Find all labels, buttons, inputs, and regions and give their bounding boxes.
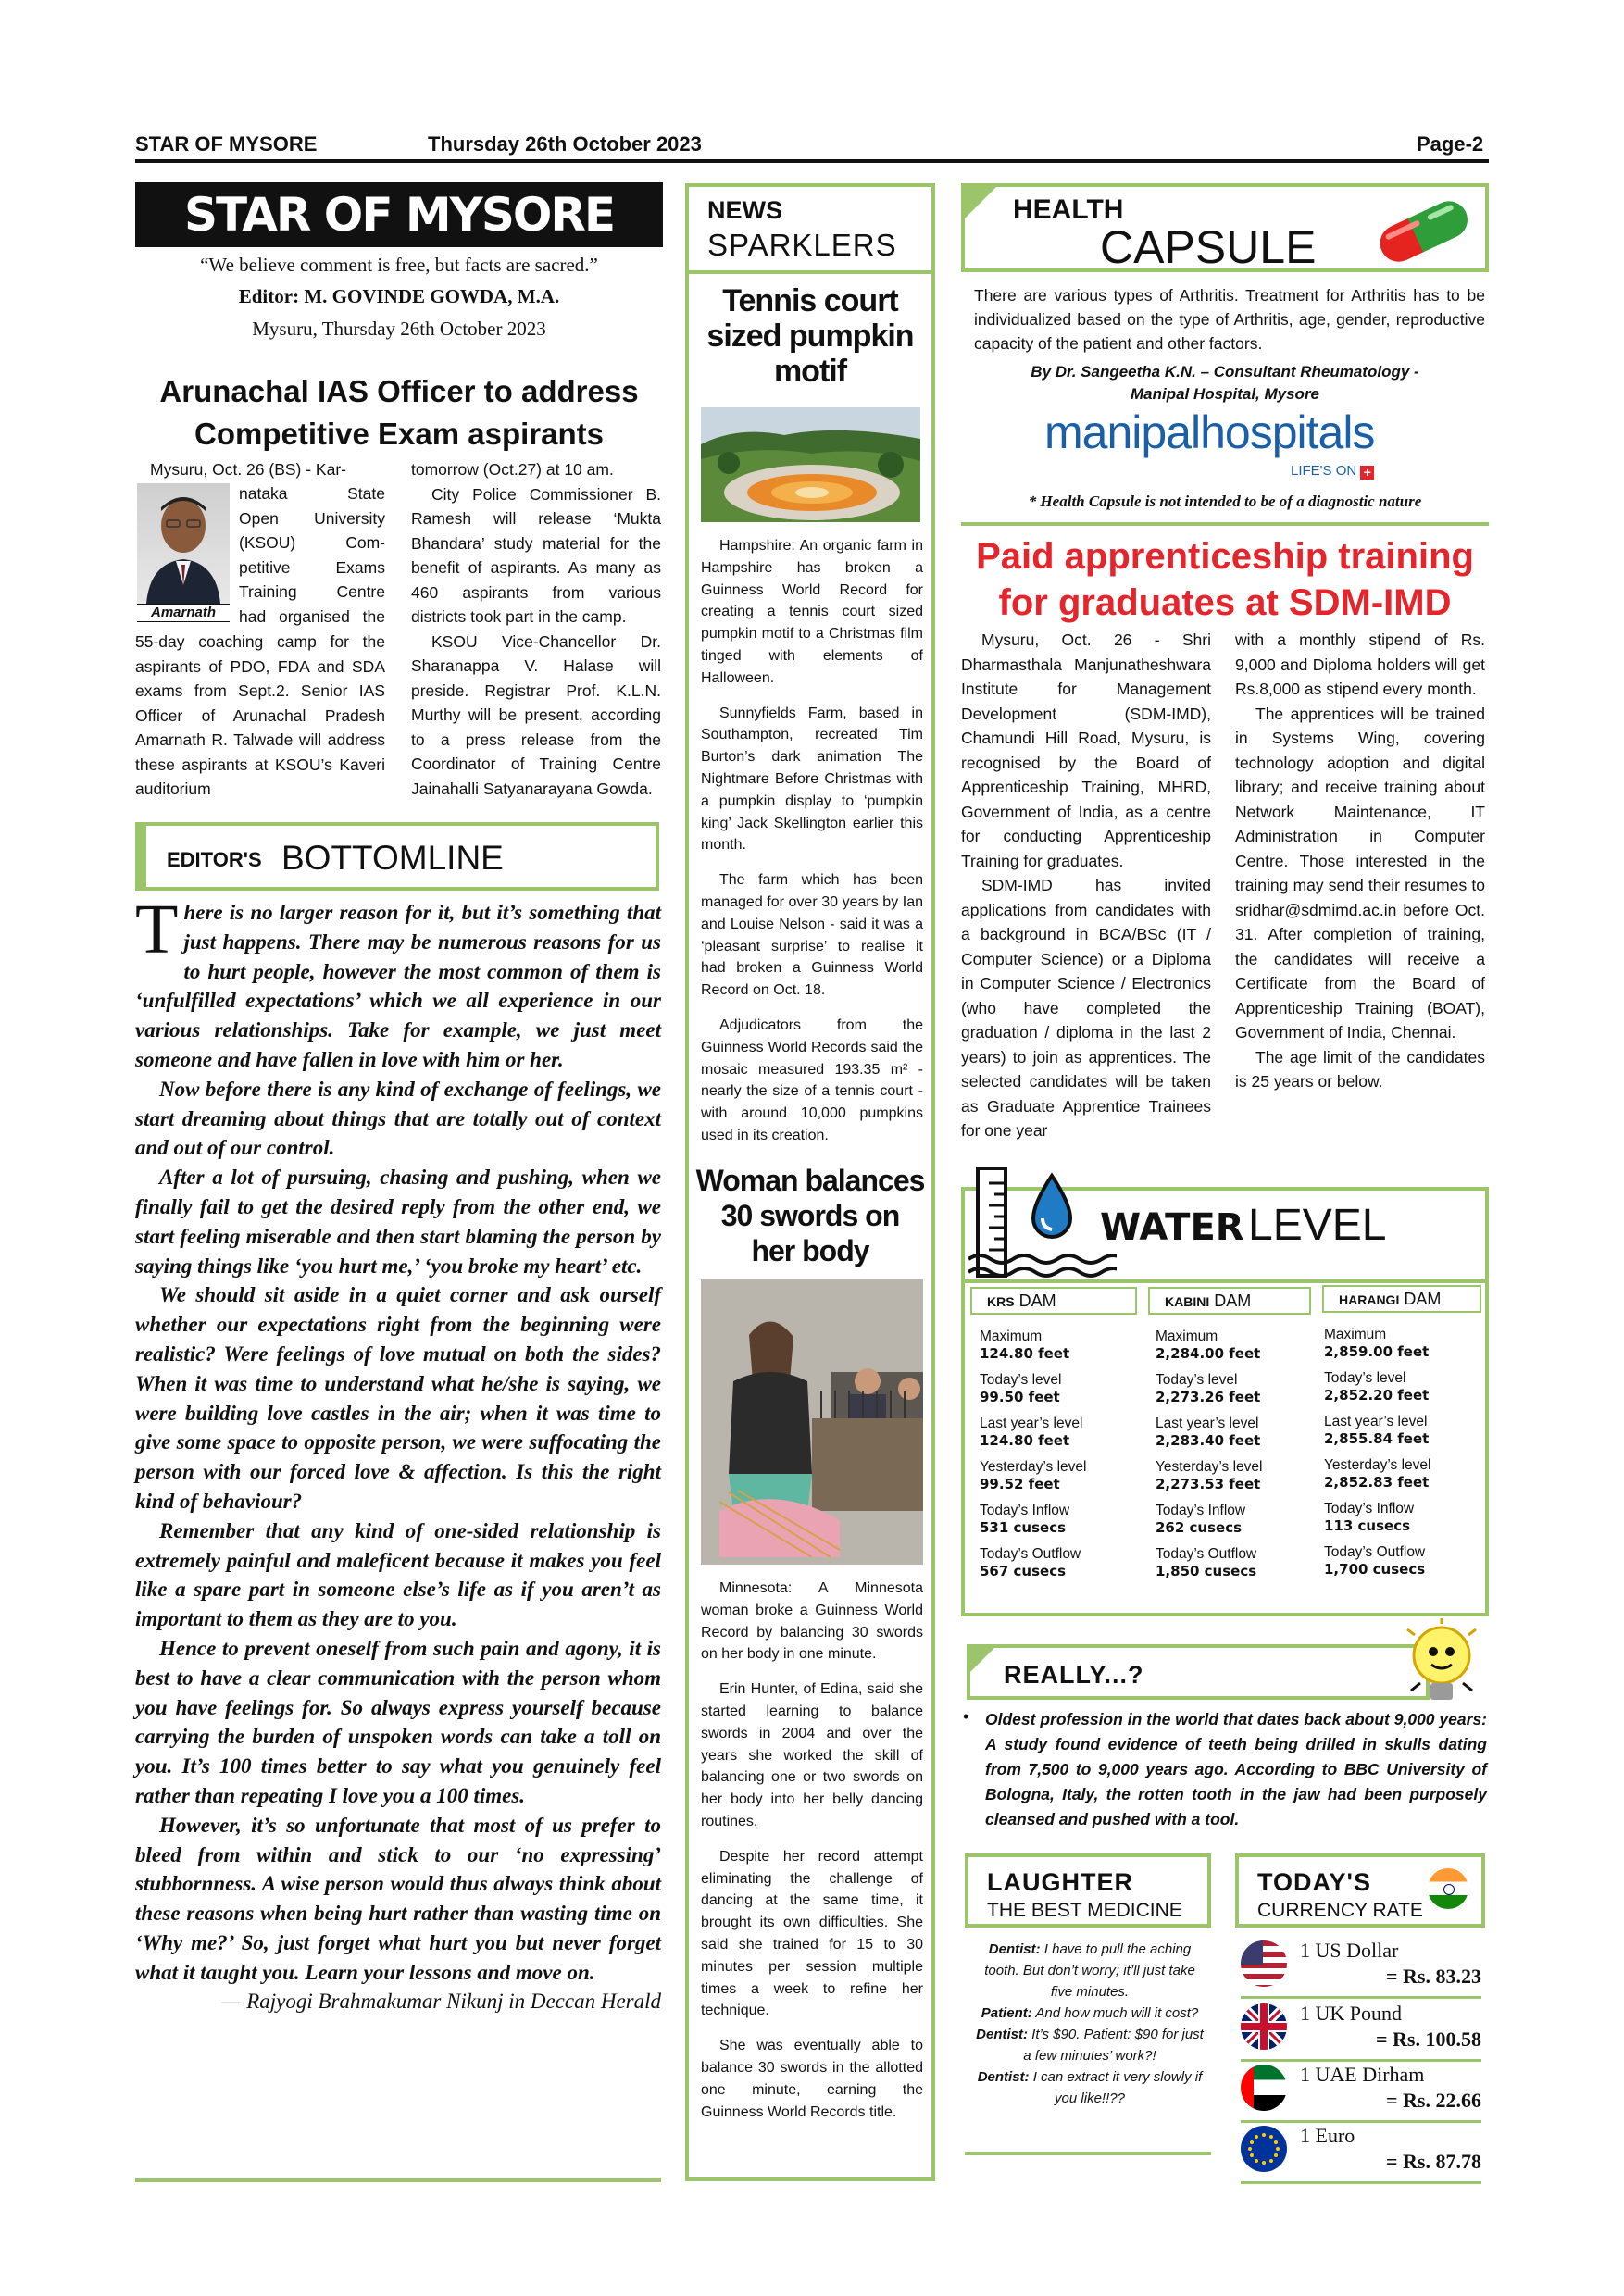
- label-last-year: Last year’s level: [980, 1416, 1083, 1431]
- laughter-label-top: LAUGHTER: [987, 1868, 1133, 1896]
- sdm-col2-p3: The age limit of the candidates is 25 years or below.: [1235, 1047, 1485, 1091]
- health-corner-tab: [965, 187, 996, 218]
- label-outflow: Today’s Outflow: [980, 1546, 1081, 1562]
- dam-kabini-suffix: DAM: [1214, 1292, 1252, 1310]
- manipal-tagline-text: LIFE'S ON: [1291, 463, 1357, 479]
- dam-kabini-name: KABINI: [1165, 1294, 1210, 1309]
- joke-line-3: It’s $90.: [1031, 2027, 1081, 2042]
- sparklers-story2-p4: She was eventually able to balance 30 swords in the allotted one minute, earning the Guinness World Records title.: [701, 2038, 923, 2120]
- label-today: Today’s level: [1324, 1370, 1406, 1386]
- sparklers-story1-p1: Hampshire: An organic farm in Hampshire has broken a Guinness World Record for creating a tennis court sized pumpkin motif to a Christmas film tinged with elements of Halloween.: [701, 538, 923, 686]
- harangi-yesterday: 2,852.83 feet: [1324, 1474, 1430, 1491]
- lead-wrap-line-1: nataka State: [239, 484, 385, 503]
- editorial-dropcap: T: [135, 891, 179, 968]
- laughter-label-box: [965, 1853, 1211, 1928]
- harangi-inflow: 113 cusecs: [1324, 1517, 1411, 1534]
- lead-col1-rest: 55-day coaching camp for the aspirants of PDO, FDA and SDA exams from Sept.2. Senior IAS Officer of Arunachal Pradesh Amarnath R. Talwade will address these aspirants at KSOU’s Kaveri auditorium: [135, 632, 385, 798]
- health-bottom-rule: [961, 522, 1489, 526]
- pumpkin-motif-photo: [701, 407, 920, 522]
- really-label-box: [967, 1644, 1430, 1700]
- dam-krs-header: [970, 1287, 1137, 1315]
- sdm-col2-p2: The apprentices will be trained in Systems Wing, covering technology adoption and digital library; and receive training about Network Maintenance, IT Administration in Computer Centre. Those interested in the training may send their resumes to sridhar@sdmimd.ac.in before Oct. 31. After completion of training, the candidates will receive a Certificate from the Board of Apprenticeship Training (BOAT), Government of India, Chennai.: [1235, 704, 1485, 1042]
- lead-wrap-line-0: Mysuru, Oct. 26 (BS) - Kar-: [150, 460, 346, 479]
- sparklers-story1-body: [701, 535, 923, 1160]
- kabini-inflow: 262 cusecs: [1156, 1519, 1243, 1536]
- joke-line-4: $90 for just a few minutes’ work?!: [1023, 2027, 1204, 2064]
- india-flag-icon: [1428, 1868, 1468, 1909]
- water-gauge-icon: [968, 1163, 1117, 1288]
- label-max: Maximum: [980, 1329, 1043, 1344]
- label-last-year: Last year’s level: [1324, 1414, 1428, 1429]
- currency-label-box: [1235, 1853, 1485, 1928]
- sparklers-story1-title-1: Tennis court: [722, 283, 898, 318]
- kabini-max: 2,284.00 feet: [1156, 1345, 1261, 1362]
- dam-kabini-header: [1148, 1287, 1311, 1315]
- sparklers-story2-title-1: Woman balances: [695, 1164, 925, 1197]
- lead-wrap-line-4: petitive Exams: [239, 557, 385, 577]
- currency-gbp-name: 1 UK Pound: [1300, 2002, 1403, 2025]
- harangi-last-year: 2,855.84 feet: [1324, 1430, 1430, 1447]
- sparklers-story2-p2: Erin Hunter, of Edina, said she started learning to balance swords in 2004 and over the years she worked the skill of balancing one or two swords on her body into her belly dancing routines.: [701, 1681, 923, 1829]
- sdm-col1-p1: Mysuru, Oct. 26 - Shri Dharmasthala Manjunatheshwara Institute for Management Development (SDM-IMD), Chamundi Hill Road, Mysuru, is recognised by the Board of Apprenticeship Training, MHRD, Government of India, as a centre for conducting Apprenticeship Training for graduates.: [961, 630, 1211, 870]
- bullet-icon: •: [963, 1707, 969, 1726]
- sparklers-story1-title: [693, 283, 928, 389]
- uk-flag-icon: [1241, 2003, 1287, 2050]
- dam-harangi-name: HARANGI: [1339, 1292, 1400, 1307]
- currency-aed-name: 1 UAE Dirham: [1300, 2063, 1425, 2086]
- editorial-p5: Remember that any kind of one-sided relationship is extremely painful and maleficent because it makes you feel like a spare part in someone else’s life as if you aren’t as important to them as they are to you.: [135, 1518, 661, 1631]
- harangi-max: 2,859.00 feet: [1324, 1343, 1430, 1360]
- label-outflow: Today’s Outflow: [1156, 1546, 1257, 1562]
- currency-aed-value: = Rs. 22.66: [1386, 2089, 1481, 2112]
- krs-max: 124.80 feet: [980, 1345, 1070, 1362]
- water-label-bold: WATER: [1100, 1206, 1244, 1249]
- dam-krs-name: KRS: [987, 1294, 1015, 1309]
- editorial-label-big: BOTTOMLINE: [281, 839, 504, 877]
- kabini-outflow: 1,850 cusecs: [1156, 1563, 1257, 1579]
- currency-eur-value: = Rs. 87.78: [1386, 2150, 1481, 2173]
- laughter-label-bottom: THE BEST MEDICINE: [987, 1900, 1182, 1921]
- lead-col2-p3: KSOU Vice-Chancellor Dr. Sharanappa V. Halase will preside. Registrar Prof. K.L.N. Murthy will be present, according to a press release from the Coordinator of Training Centre Jainahalli Satyanarayana Gowda.: [411, 631, 661, 798]
- joke-speaker-2: Patient:: [981, 2005, 1032, 2021]
- krs-last-year: 124.80 feet: [980, 1432, 1070, 1449]
- sparklers-story1-p4: Adjudicators from the Guinness World Records said the mosaic measured 193.35 m² - nearly the size of a tennis court - with around 10,000 pumpkins used in its creation.: [701, 1017, 923, 1143]
- really-text: Oldest profession in the world that dates back about 9,000 years: A study found evidence of teeth being drilled in skulls dating from 7,500 to 9,000 years ago. According to BBC University of Bologna, Italy, the rotten tooth in the jaw had been purposely cleansed and pushed with a tool.: [985, 1710, 1487, 1828]
- joke-speaker-3: Dentist:: [976, 2027, 1028, 2042]
- lead-headline-line-2: Competitive Exam aspirants: [194, 417, 604, 451]
- sparklers-label: [689, 187, 931, 274]
- label-inflow: Today’s Inflow: [980, 1503, 1070, 1518]
- sparklers-story2-body: [701, 1578, 923, 2136]
- krs-inflow: 531 cusecs: [980, 1519, 1067, 1536]
- us-flag-icon: [1241, 1940, 1287, 1987]
- label-yesterday: Yesterday’s level: [1324, 1457, 1431, 1473]
- label-max: Maximum: [1156, 1329, 1218, 1344]
- health-label-top: HEALTH: [1013, 194, 1124, 225]
- author-photo: [137, 483, 230, 604]
- laughter-bottom-rule: [965, 2152, 1211, 2155]
- kabini-today: 2,273.26 feet: [1156, 1389, 1261, 1405]
- capsule-icon: [1367, 181, 1496, 275]
- health-byline-2: Manipal Hospital, Mysore: [1130, 385, 1320, 403]
- editorial-p3: After a lot of pursuing, chasing and pushing, when we finally fail to get the desired reply from the other end, we start feeling miserable and then start blaming the person by saying things like ‘you hurt me,’ ‘you broke my heart’ etc.: [135, 1166, 661, 1278]
- editorial-credit: — Rajyogi Brahmakumar Nikunj in Deccan Herald: [222, 1990, 661, 2014]
- sparklers-story2-p3: Despite her record attempt eliminating the challenge of dancing at the same time, it brought its own difficulties. She said she trained for 15 to 30 minutes per session multiple times a week to refine her technique.: [701, 1848, 923, 2019]
- label-yesterday: Yesterday’s level: [980, 1459, 1087, 1475]
- currency-label-top: TODAY'S: [1257, 1868, 1371, 1896]
- really-label: REALLY...?: [1004, 1661, 1144, 1689]
- label-yesterday: Yesterday’s level: [1156, 1459, 1263, 1475]
- sparklers-label-top: NEWS: [707, 196, 782, 224]
- health-disclaimer: * Health Capsule is not intended to be of a diagnostic nature: [1028, 493, 1422, 510]
- kabini-last-year: 2,283.40 feet: [1156, 1432, 1261, 1449]
- sparklers-story2-title-3: her body: [751, 1234, 869, 1267]
- currency-row-aed: [1241, 2061, 1481, 2123]
- header-rule: [135, 159, 1489, 163]
- dam-harangi-values: [1324, 1326, 1486, 1587]
- currency-row-usd: [1241, 1937, 1481, 1999]
- sparklers-story1-title-3: motif: [773, 354, 847, 389]
- uae-flag-icon: [1241, 2065, 1287, 2111]
- header-paper-name: STAR OF MYSORE: [135, 132, 318, 156]
- sparklers-story1-p3: The farm which has been managed for over 30 years by Ian and Louise Nelson - said it was a ‘pleasant surprise’ to realise it had broken a Guinness World Record on Oct. 18.: [701, 872, 923, 999]
- health-text: There are various types of Arthritis. Treatment for Arthritis has to be individualized based on the type of Arthritis, age, gender, reproductive capacity of the patient and other factors.: [974, 286, 1485, 353]
- sparklers-story1-p2: Sunnyfields Farm, based in Southampton, recreated Tim Burton’s dark animation The Nightmare Before Christmas with a pumpkin display to ‘pumpkin king’ Jack Skellington earlier this month.: [701, 705, 923, 854]
- sparklers-story1-title-2: sized pumpkin: [706, 318, 914, 354]
- health-byline-1: By Dr. Sangeetha K.N. – Consultant Rheumatology -: [1031, 363, 1419, 381]
- author-photo-caption: Amarnath: [137, 604, 230, 622]
- editorial-body: [135, 891, 661, 2016]
- lead-wrap-line-6: had organised the: [239, 606, 385, 626]
- dam-krs-suffix: DAM: [1018, 1292, 1056, 1310]
- lead-col2-p2: City Police Commissioner B. Ramesh will release ‘Mukta Bhandara’ study material for the benefit of aspirants. As many as 460 aspirants from various districts took part in the camp.: [411, 484, 661, 626]
- masthead-editor: Editor: M. GOVINDE GOWDA, M.A.: [238, 285, 560, 307]
- really-item: [963, 1707, 1487, 1832]
- currency-usd-name: 1 US Dollar: [1300, 1939, 1399, 1962]
- health-byline: [961, 361, 1489, 406]
- editorial-p6: Hence to prevent oneself from such pain and agony, it is best to have a clear communication with the person whom you have feelings for. So always express yourself because carrying the burden of unspoken words can take a toll on you. It’s 100 times better to say what you genuinely feel rather than repeating I love you a 100 times.: [135, 1636, 661, 1807]
- sword-balancing-photo: [701, 1279, 923, 1565]
- label-inflow: Today’s Inflow: [1324, 1501, 1415, 1516]
- dam-harangi-suffix: DAM: [1404, 1290, 1442, 1308]
- water-divider: [965, 1279, 1485, 1283]
- sdm-col2: [1235, 628, 1485, 1094]
- water-label: [1100, 1200, 1386, 1251]
- lead-wrap-line-3: (KSOU) Com-: [239, 533, 385, 552]
- editorial-p1: here is no larger reason for it, but it’s something that just happens. There may be numerous reasons for us to hurt people, however the most common of them is ‘unfulfilled expectations’ which we all experience in our various relationships. Take for example, we just meet someone and have fallen in love with him or her.: [135, 901, 661, 1071]
- currency-usd-value: = Rs. 83.23: [1386, 1965, 1481, 1988]
- sdm-headline-2: for graduates at SDM-IMD: [998, 582, 1452, 623]
- editorial-p7: However, it’s so unfortunate that most of us prefer to bleed from within and stick to our ‘no expressing’ stubbornness. A wise person would thus always think about these reasons when being hurt rather than wasting time on ‘Why me?’ So, just forget what hurt you but never forget what it taught you. Learn your lessons and move on.: [135, 1813, 661, 1984]
- krs-yesterday: 99.52 feet: [980, 1476, 1060, 1492]
- label-max: Maximum: [1324, 1327, 1387, 1342]
- editorial-p4: We should sit aside in a quiet corner and ask ourself whether our expectations right from the beginning were realistic? Were feelings of love mutual on both the sides? When it was time to understand what he/she is saying, we were building love castles in the air; when it was time to give some space to opposite person, we were suffocating the person with our forced love & affection. Is this the right kind of behaviour?: [135, 1283, 661, 1513]
- masthead-motto: “We believe comment is free, but facts are sacred.”: [200, 254, 598, 276]
- dam-krs-values: [980, 1328, 1146, 1589]
- masthead-dateline: Mysuru, Thursday 26th October 2023: [252, 318, 546, 340]
- harangi-today: 2,852.20 feet: [1324, 1387, 1430, 1404]
- lead-headline: [135, 370, 663, 455]
- kabini-yesterday: 2,273.53 feet: [1156, 1476, 1261, 1492]
- manipal-tagline: [1291, 463, 1374, 480]
- sdm-col2-p1: with a monthly stipend of Rs. 9,000 and Diploma holders will get Rs.8,000 as stipend every month.: [1235, 630, 1485, 698]
- sdm-col1-p2: SDM-IMD has invited applications from candidates with a background in BCA/BSc (IT / Computer Science) or a Diploma in Computer Science / Electronics (who have completed the graduation / diploma in the last 2 years) to join as apprentices. The selected candidates will be taken as Graduate Apprentice Trainees for one year: [961, 876, 1211, 1140]
- manipal-logo: manipalhospitals: [1044, 406, 1375, 458]
- currency-eur-name: 1 Euro: [1300, 2124, 1355, 2147]
- joke-speaker-5: Dentist:: [977, 2069, 1030, 2085]
- joke-line-2: And how much will it cost?: [1035, 2005, 1199, 2021]
- harangi-outflow: 1,700 cusecs: [1324, 1561, 1426, 1578]
- water-label-thin: LEVEL: [1248, 1201, 1387, 1250]
- currency-label-bottom: CURRENCY RATE: [1257, 1900, 1423, 1921]
- dam-harangi-header: [1322, 1285, 1481, 1313]
- sparklers-story2-title-2: 30 swords on: [720, 1199, 900, 1232]
- label-today: Today’s level: [980, 1372, 1062, 1388]
- laughter-joke: [974, 1939, 1206, 2109]
- sparklers-story2-p1: Minnesota: A Minnesota woman broke a Guinness World Record by balancing 30 swords on her body in one minute.: [701, 1580, 923, 1663]
- sdm-headline: [961, 533, 1489, 626]
- currency-row-eur: [1241, 2122, 1481, 2184]
- label-today: Today’s level: [1156, 1372, 1238, 1388]
- health-label-box: [961, 183, 1489, 272]
- dam-kabini-values: [1156, 1328, 1322, 1589]
- joke-speaker-1: Dentist:: [988, 1941, 1041, 1957]
- eu-flag-icon: [1241, 2126, 1287, 2172]
- health-label-bottom: CAPSULE: [1100, 221, 1317, 273]
- label-inflow: Today’s Inflow: [1156, 1503, 1246, 1518]
- sdm-headline-1: Paid apprenticeship training: [976, 536, 1474, 577]
- joke-speaker-4: Patient:: [1083, 2027, 1131, 2042]
- editorial-bottom-rule: [135, 2178, 661, 2182]
- sparklers-story2-title: [693, 1163, 928, 1268]
- lead-col2-p1: tomorrow (Oct.27) at 10 am.: [411, 460, 614, 479]
- header-date: Thursday 26th October 2023: [428, 132, 702, 156]
- currency-gbp-value: = Rs. 100.58: [1376, 2028, 1481, 2051]
- editorial-p2: Now before there is any kind of exchange of feelings, we start dreaming about things that are totally out of context and out of our control.: [135, 1077, 661, 1160]
- header-page-number: Page-2: [1417, 132, 1484, 156]
- sdm-col1: [961, 628, 1211, 1143]
- label-last-year: Last year’s level: [1156, 1416, 1259, 1431]
- lead-wrap-lines: [239, 481, 385, 629]
- plus-icon: +: [1360, 466, 1374, 480]
- currency-row-gbp: [1241, 2000, 1481, 2062]
- krs-outflow: 567 cusecs: [980, 1563, 1067, 1579]
- sparklers-label-bottom: SPARKLERS: [707, 228, 897, 262]
- lead-col2: [411, 457, 661, 801]
- joke-line-1: I have to pull the aching tooth. But don’t worry; it’ll just take five minutes.: [984, 1941, 1195, 2000]
- lead-wrap-line-2: Open University: [239, 508, 385, 528]
- label-outflow: Today’s Outflow: [1324, 1544, 1426, 1560]
- lead-wrap-line-5: Training Centre: [239, 582, 385, 601]
- krs-today: 99.50 feet: [980, 1389, 1060, 1405]
- really-corner-tab: [970, 1648, 994, 1672]
- editorial-label-box: [135, 822, 659, 891]
- joke-line-5: I can extract it very slowly if you like!!??: [1032, 2069, 1203, 2106]
- masthead-banner: [135, 182, 663, 247]
- editorial-label-small: EDITOR'S: [167, 848, 262, 871]
- lead-headline-line-1: Arunachal IAS Officer to address: [159, 374, 639, 408]
- masthead-title: STAR OF MYSORE: [183, 188, 615, 242]
